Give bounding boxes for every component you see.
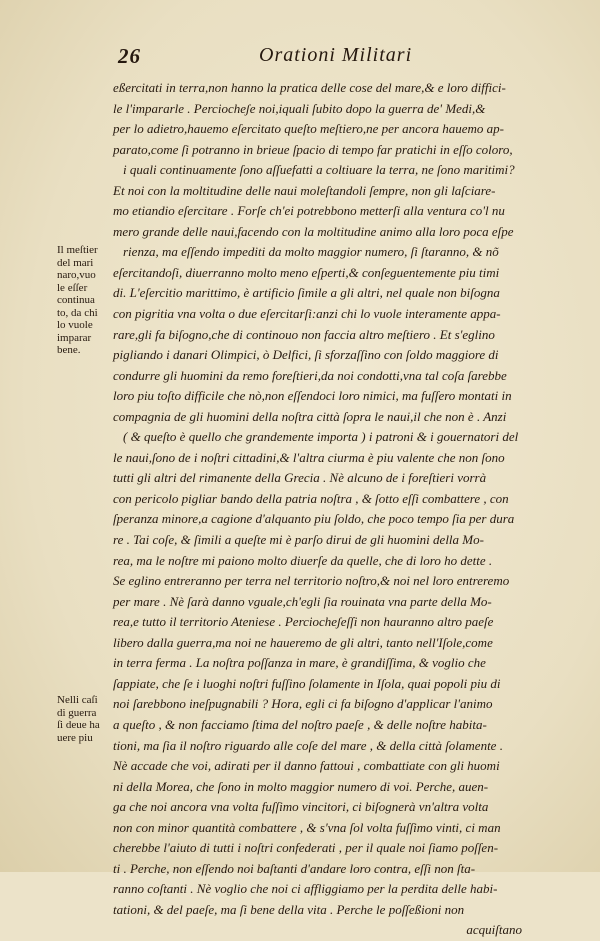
margin-note xyxy=(57,694,111,744)
margin-note-line: continua xyxy=(57,294,95,306)
text-line: tationi, & del paeſe, ma ſi bene della vita . Perche le poſſeßioni non xyxy=(113,901,465,917)
body-text xyxy=(113,78,558,941)
text-line: tioni, ma ſia il noſtro riguardo alle coſe del mare , & della città ſolamente . xyxy=(113,737,503,753)
text-line: le l'impararle . Perciocheʃe noi,iquali ſubito dopo la guerra de' Medi,& xyxy=(113,100,486,116)
text-line: condurre gli huomini da remo foreſtieri,da noi condotti,vna tal coſa ſarebbe xyxy=(113,367,507,383)
text-line: con pericolo pigliar bando della patria noſtra , & ſotto eſſi combattere , con xyxy=(113,490,509,506)
page-number: 26 xyxy=(118,44,141,68)
text-line: a queſto , & non facciamo ſtima del noſtro paeſe , & delle noſtre habita- xyxy=(113,716,487,732)
text-line: ſappiate, che ſe i luoghi noſtri fuſſino ſolamente in Iſola, quai popoli piu di xyxy=(113,675,501,691)
text-line: con pigritia vna volta o due eſercitarſi:anzi chi lo vuole interamente appa- xyxy=(113,306,501,322)
text-line: rare,gli fa biſogno,che di continouo non faccia altro meſtiero . Et s'eglino xyxy=(113,326,495,342)
text-line: in terra ferma . La noſtra poſſanza in mare, è grandiſſima, & voglio che xyxy=(113,655,486,671)
margin-note-line: lo vuole xyxy=(57,319,93,331)
text-line: cherebbe l'aiuto di tutti i noſtri confederati , per il quale noi ſiamo poſſen- xyxy=(113,840,499,856)
margin-note-line: Nelli caſi xyxy=(57,694,98,706)
text-line: ranno coſtanti . Nè voglio che noi ci affliggiamo per la perdita delle habi- xyxy=(113,881,498,897)
text-line: noi ſarebbono ineſpugnabili ? Hora, egli ci fa biſogno d'applicar l'animo xyxy=(113,696,493,712)
text-line: i quali continuamente ſono aſſuefatti a coltiuare la terra, ne ſono maritimi? xyxy=(123,162,515,178)
text-line: Nè accade che voi, adirati per il danno fattoui , combattiate con gli huomi xyxy=(113,758,500,774)
text-line: di. L'eſercitio marittimo, è artificio ſimile a gli altri, nel quale non biſogna xyxy=(113,285,500,301)
margin-note-line: bene. xyxy=(57,344,81,356)
margin-note xyxy=(57,244,111,357)
text-line: ( & queſto è quello che grandemente importa ) i patroni & i gouernatori del xyxy=(123,429,519,445)
text-line: per mare . Nè ſarà danno vguale,ch'egli ſia rouinata vna parte della Mo- xyxy=(113,593,492,609)
text-line: Se eglino entreranno per terra nel territorio noſtro,& noi nel loro entreremo xyxy=(113,573,510,589)
text-line: mero grande delle naui,facendo con la moltitudine animo alla loro poca eſpe xyxy=(113,223,514,239)
text-line: Et noi con la moltitudine delle naui moleſtandoli ſempre, non gli laſciare- xyxy=(113,182,496,198)
text-line: loro piu toſto difficile che nò,non eſſendoci loro nimici, ma fuſſero montati in xyxy=(113,388,512,404)
margin-note-line: uere piu xyxy=(57,731,93,744)
text-line: tutti gli altri del rimanente della Grecia . Nè alcuno de i foreſtieri vorrà xyxy=(113,470,487,486)
text-line: rea, ma le noſtre mi paiono molto diuerſe da quelle, che di loro ho dette . xyxy=(113,552,493,568)
text-line: ſperanza minore,a cagione d'alquanto piu ſoldo, che poco tempo ſia per dura xyxy=(113,511,515,527)
text-line: rea,e tutto il territorio Ateniese . Perciocheʃeſſi non hauranno altro paeſe xyxy=(113,614,494,630)
text-line: non con minor quantità combattere , & s'vna ſol volta fuſſimo vinti, ci man xyxy=(113,819,501,835)
text-line: eßercitati in terra,non hanno la pratica delle cose del mare,& e loro diffici- xyxy=(113,80,506,95)
text-line: eſercitandoſi, diuerranno molto meno eſperti,& conſeguentemente piu timi xyxy=(113,264,500,280)
text-line: parato,come ſi potranno in brieue ſpacio di tempo far pratichi in eſſo coloro, xyxy=(113,141,513,157)
text-line: rienza, ma eſſendo impediti da molto maggior numero, ſi ſtaranno, & nõ xyxy=(123,244,499,260)
text-line: mo etiandio eſercitare . Forſe ch'ei potrebbono metterſi alla ventura co'l nu xyxy=(113,203,505,219)
margin-note-line: del mari xyxy=(57,256,94,269)
text-line: ga che noi ancora vna volta fuſſimo vincitori, ci biſognerà vn'altra volta xyxy=(113,799,489,815)
margin-note-line: naro,vuo xyxy=(57,269,96,281)
text-line: libero dalla guerra,ma noi ne haueremo de gli altri, tanto nell'Iſole,come xyxy=(113,634,493,650)
margin-note-line: ſi deue ha xyxy=(57,719,100,731)
text-line: ni della Morea, che ſono in molto maggior numero di voi. Perche, auen- xyxy=(113,778,489,794)
text-line: acquiſtano xyxy=(466,922,522,938)
margin-note-line: imparar xyxy=(57,331,92,344)
text-line: re . Tai coſe, & ſimili a queſte mi è parſo dirui de gli huomini della Mo- xyxy=(113,532,484,548)
text-line: compagnia de gli huomini della noſtra città ſopra le naui,il che non è . Anzi xyxy=(113,408,507,424)
margin-note-line: Il meſtier xyxy=(57,244,98,256)
text-line: pigliando i danari Olimpici, ò Delfici, ſi sforzaſſino con ſoldo maggiore di xyxy=(113,347,499,363)
margin-note-line: le eſſer xyxy=(57,281,88,294)
margin-note-line: di guerra xyxy=(57,706,97,719)
text-line: le naui,ſono de i noſtri cittadini,& l'altra ciurma è piu valente che non ſono xyxy=(113,449,505,465)
running-head: Orationi Militari xyxy=(259,44,413,66)
margin-note-line: to, da chi xyxy=(57,306,98,319)
text-line: ti . Perche, non eſſendo noi baſtanti d'andare loro contra, eſſi non ſta- xyxy=(113,860,476,876)
text-line: per lo adietro,hauemo eſercitato queſto meſtiero,ne per ancora hauemo ap- xyxy=(113,121,505,137)
